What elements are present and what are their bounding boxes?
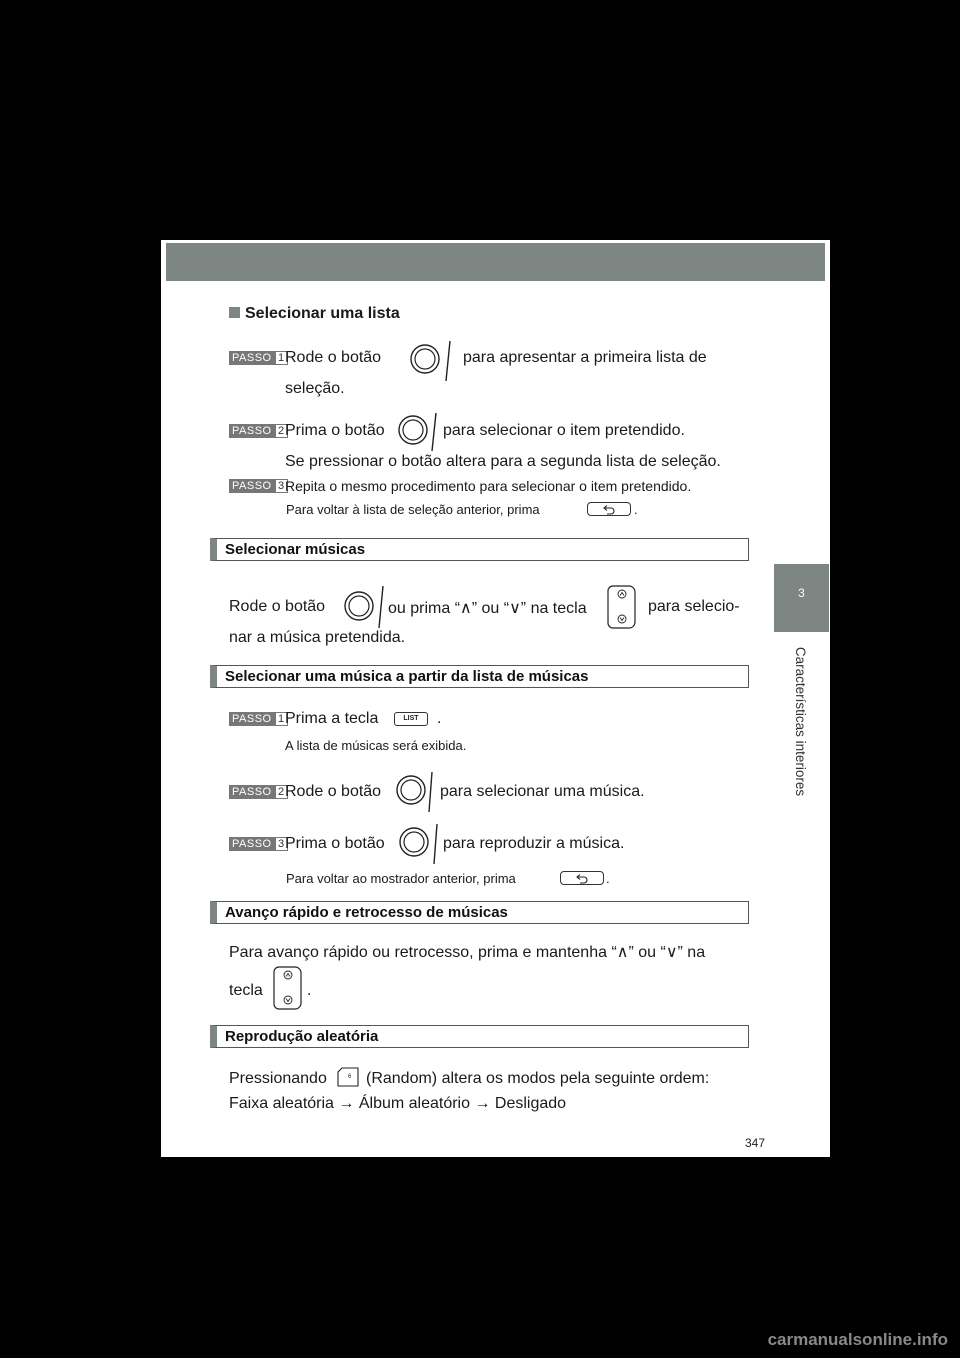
step-note-end: . xyxy=(634,502,638,517)
chapter-title: Características interiores xyxy=(793,646,809,796)
step-note: Para voltar à lista de seleção anterior, prima xyxy=(286,502,540,517)
step-text: Prima o botão xyxy=(285,835,385,852)
section-title: Avanço rápido e retrocesso de músicas xyxy=(225,904,508,921)
step-badge-label: PASSO xyxy=(229,424,275,438)
step-text: para reproduzir a música. xyxy=(443,835,625,852)
step-note: Para voltar ao mostrador anterior, prima xyxy=(286,871,516,886)
step-badge-label: PASSO xyxy=(229,712,275,726)
step-badge-number: 2 xyxy=(275,785,288,799)
step-text: para apresentar a primeira lista de xyxy=(463,349,707,366)
up-down-key-icon xyxy=(273,966,303,1010)
body-text: Rode o botão xyxy=(229,598,326,615)
body-text: (Random) altera os modos pela seguinte ordem: xyxy=(366,1070,710,1087)
step-badge-label: PASSO xyxy=(229,479,275,493)
random-key-label: 6 xyxy=(348,1074,352,1080)
step-text-end: . xyxy=(437,710,442,727)
step-badge-number: 3 xyxy=(275,837,288,851)
step-badge-number: 1 xyxy=(275,351,288,365)
body-text: nar a música pretendida. xyxy=(229,629,406,646)
section-title: Selecionar uma música a partir da lista de músicas xyxy=(225,668,589,685)
step-badge xyxy=(229,351,288,365)
subheading-text: Selecionar uma lista xyxy=(245,305,400,322)
step-badge-number: 3 xyxy=(275,479,288,493)
list-key-icon xyxy=(394,712,428,726)
up-down-key-icon xyxy=(607,585,637,629)
chapter-label xyxy=(786,640,816,802)
step-text: para selecionar o item pretendido. xyxy=(443,422,685,439)
body-text: tecla xyxy=(229,982,263,999)
step-text: Prima a tecla xyxy=(285,710,379,727)
page-header-bar xyxy=(166,243,825,281)
subheading-select-list xyxy=(229,305,400,323)
step-badge-number: 2 xyxy=(275,424,288,438)
chapter-number: 3 xyxy=(798,586,805,600)
step-note: A lista de músicas será exibida. xyxy=(285,738,467,753)
body-text-end: . xyxy=(307,982,312,999)
step-badge-number: 1 xyxy=(275,712,288,726)
step-text: Repita o mesmo procedimento para selecionar o item pretendido. xyxy=(285,478,692,494)
section-header-fast-forward xyxy=(210,901,749,924)
step-text: Prima o botão xyxy=(285,422,385,439)
body-text: para selecio- xyxy=(648,598,740,615)
section-title: Selecionar músicas xyxy=(225,541,366,558)
step-badge-label: PASSO xyxy=(229,837,275,851)
step-text: Rode o botão xyxy=(285,349,382,366)
step-badge xyxy=(229,479,288,493)
knob-icon xyxy=(394,768,438,814)
page-number: 347 xyxy=(745,1136,766,1150)
manual-page xyxy=(161,240,830,1157)
step-badge xyxy=(229,424,288,438)
random-key-icon xyxy=(336,1067,360,1087)
section-header-select-from-list xyxy=(210,665,749,688)
body-text: Para avanço rápido ou retrocesso, prima e mantenha “∧” ou “∨” na xyxy=(229,944,706,961)
step-badge xyxy=(229,837,288,851)
step-badge xyxy=(229,712,288,726)
step-text: Rode o botão xyxy=(285,783,382,800)
body-text: Faixa aleatória → Álbum aleatório → Desligado xyxy=(229,1095,567,1112)
step-note: Se pressionar o botão altera para a segunda lista de seleção. xyxy=(285,453,721,470)
list-key-label: LIST xyxy=(403,715,419,722)
knob-icon xyxy=(342,582,388,630)
square-bullet-icon xyxy=(229,307,240,318)
step-badge xyxy=(229,785,288,799)
step-badge-label: PASSO xyxy=(229,351,275,365)
knob-icon xyxy=(408,337,454,385)
step-badge-label: PASSO xyxy=(229,785,275,799)
step-text: para selecionar uma música. xyxy=(440,783,645,800)
step-note-end: . xyxy=(606,871,610,886)
section-header-random xyxy=(210,1025,749,1048)
body-text: ou prima “∧” ou “∨” na tecla xyxy=(388,600,587,617)
body-text: Pressionando xyxy=(229,1070,327,1087)
back-button-icon xyxy=(560,871,604,885)
section-title: Reprodução aleatória xyxy=(225,1028,379,1045)
knob-icon xyxy=(397,820,441,866)
knob-icon xyxy=(396,409,440,455)
section-header-select-music xyxy=(210,538,749,561)
watermark: carmanualsonline.info xyxy=(767,1330,948,1349)
step-text-cont: seleção. xyxy=(285,380,345,397)
chapter-tab xyxy=(774,564,829,632)
back-button-icon xyxy=(587,502,631,516)
